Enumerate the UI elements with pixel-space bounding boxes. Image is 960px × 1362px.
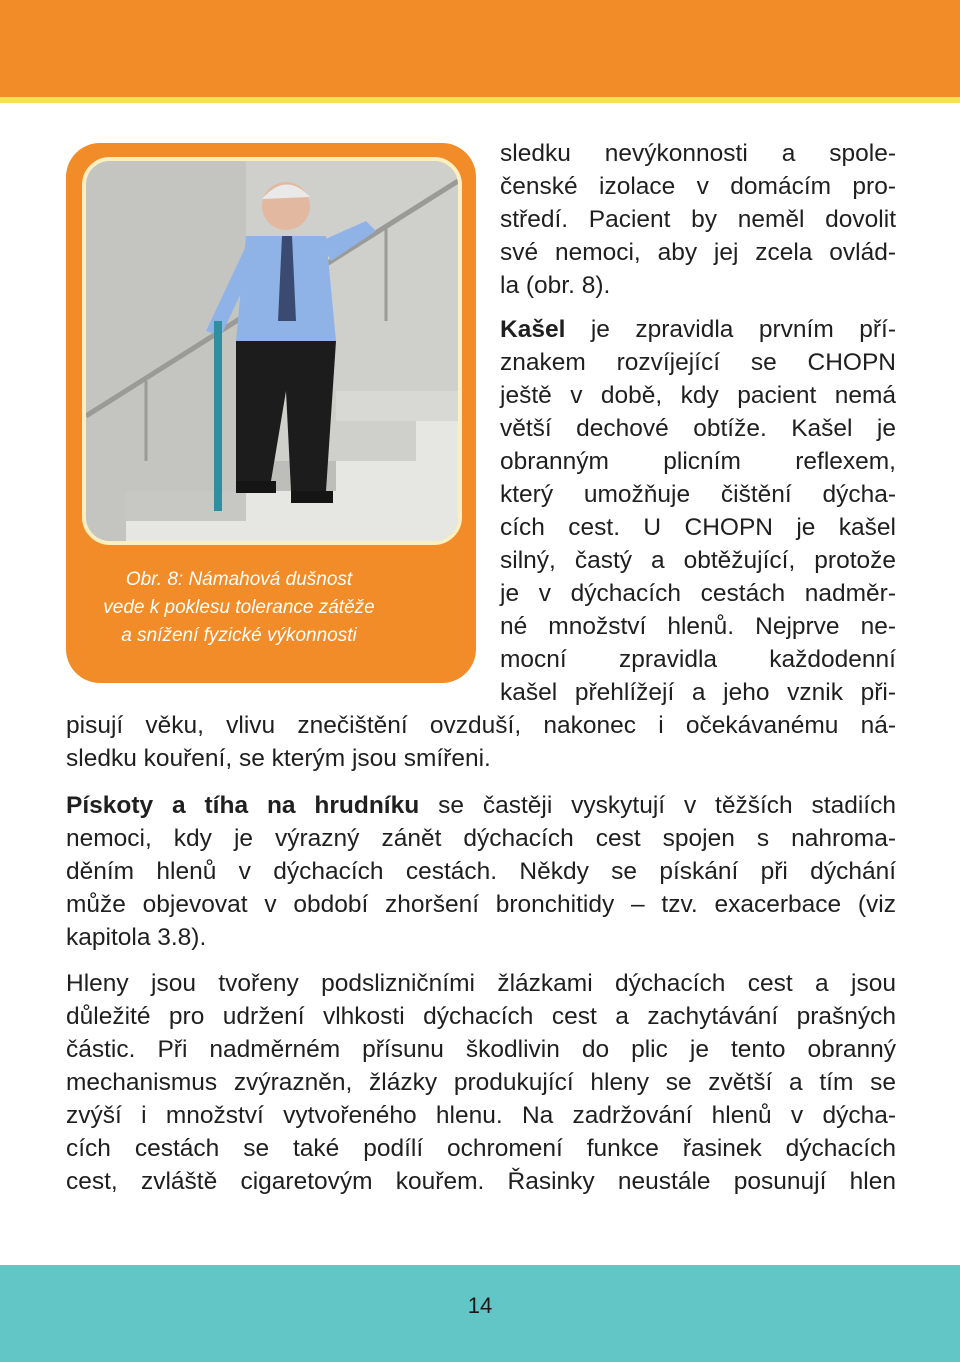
figure-caption	[66, 566, 412, 650]
caption-line: a snížení fyzické výkonnosti	[121, 625, 357, 646]
text-line: nemoci, kdy je výrazný zánět dýchacích cest spojen s nahroma-	[66, 825, 896, 852]
bold-term: Kašel	[500, 316, 566, 343]
text-line	[66, 789, 896, 822]
text-line: kapitola 3.8).	[66, 924, 207, 951]
text-run: je zpravidla prvním pří-	[565, 316, 896, 343]
text-line: své nemoci, aby jej zcela ovlád-	[500, 239, 896, 266]
paragraph-wheezing	[66, 789, 896, 954]
text-line: cích cest. U CHOPN je kašel	[500, 514, 896, 541]
paragraph-cough	[500, 313, 896, 709]
page-number: 14	[467, 1293, 493, 1318]
text-line: cích cestách se také podílí ochromení funkce řasinek dýchacích	[66, 1135, 896, 1162]
header-band	[0, 0, 960, 97]
text-line	[500, 313, 896, 346]
text-line: je v dýchacích cestách nadměr-	[500, 580, 896, 607]
text-line: sledku nevýkonnosti a spole-	[500, 140, 896, 167]
text-line: né množství hlenů. Nejprve ne-	[500, 613, 896, 640]
text-line: obranným plicním reflexem,	[500, 448, 896, 475]
text-line: důležité pro udržení vlhkosti dýchacích cest a zachytávání prašných	[66, 1003, 896, 1030]
photo-illustration	[86, 161, 458, 541]
caption-line: Obr. 8: Námahová dušnost	[125, 569, 353, 590]
text-line: silný, častý a obtěžující, protože	[500, 547, 896, 574]
text-line: mocní zpravidla každodenní	[500, 646, 896, 673]
paragraph-mucus	[66, 967, 896, 1198]
text-run: se častěji vyskytují v těžších stadiích	[419, 792, 896, 819]
text-line: ještě v době, kdy pacient nemá	[500, 382, 896, 409]
bold-term: Pískoty a tíha na hrudníku	[66, 792, 420, 819]
text-line: kašel přehlížejí a jeho vznik při-	[500, 679, 896, 706]
text-line: který umožňuje čištění dýcha-	[500, 481, 896, 508]
text-line: větší dechové obtíže. Kašel je	[500, 415, 896, 442]
text-line: sledku kouření, se kterým jsou smířeni.	[66, 745, 491, 772]
text-line: Hleny jsou tvořeny podslizničními žlázkami dýchacích cest a jsou	[66, 970, 896, 997]
text-line: může objevovat v období zhoršení bronchitidy – tzv. exacerbace (viz	[66, 891, 896, 918]
text-line: mechanismus zvýrazněn, žlázky produkující hleny se zvětší a tím se	[66, 1069, 896, 1096]
text-line: znakem rozvíjející se CHOPN	[500, 349, 896, 376]
header-stripe	[0, 97, 960, 103]
text-line: cest, zvláště cigaretovým kouřem. Řasinky neustále posunují hlen	[66, 1168, 896, 1195]
figure-box	[66, 143, 476, 683]
text-line: děním hlenů v dýchacích cestách. Někdy se pískání při dýchání	[66, 858, 896, 885]
text-line: la (obr. 8).	[500, 272, 611, 299]
figure-photo	[82, 157, 462, 545]
text-line: zvýší i množství vytvořeného hlenu. Na zadržování hlenů v dýcha-	[66, 1102, 896, 1129]
text-line: částic. Při nadměrném přísunu škodlivin do plic je tento obranný	[66, 1036, 896, 1063]
text-line: středí. Pacient by neměl dovolit	[500, 206, 896, 233]
caption-line: vede k poklesu tolerance zátěže	[103, 597, 375, 618]
paragraph-intro	[500, 137, 896, 302]
paragraph-cough-continued	[66, 709, 896, 775]
text-line: pisují věku, vlivu znečištění ovzduší, nakonec i očekávanému ná-	[66, 712, 896, 739]
text-line: čenské izolace v domácím pro-	[500, 173, 896, 200]
